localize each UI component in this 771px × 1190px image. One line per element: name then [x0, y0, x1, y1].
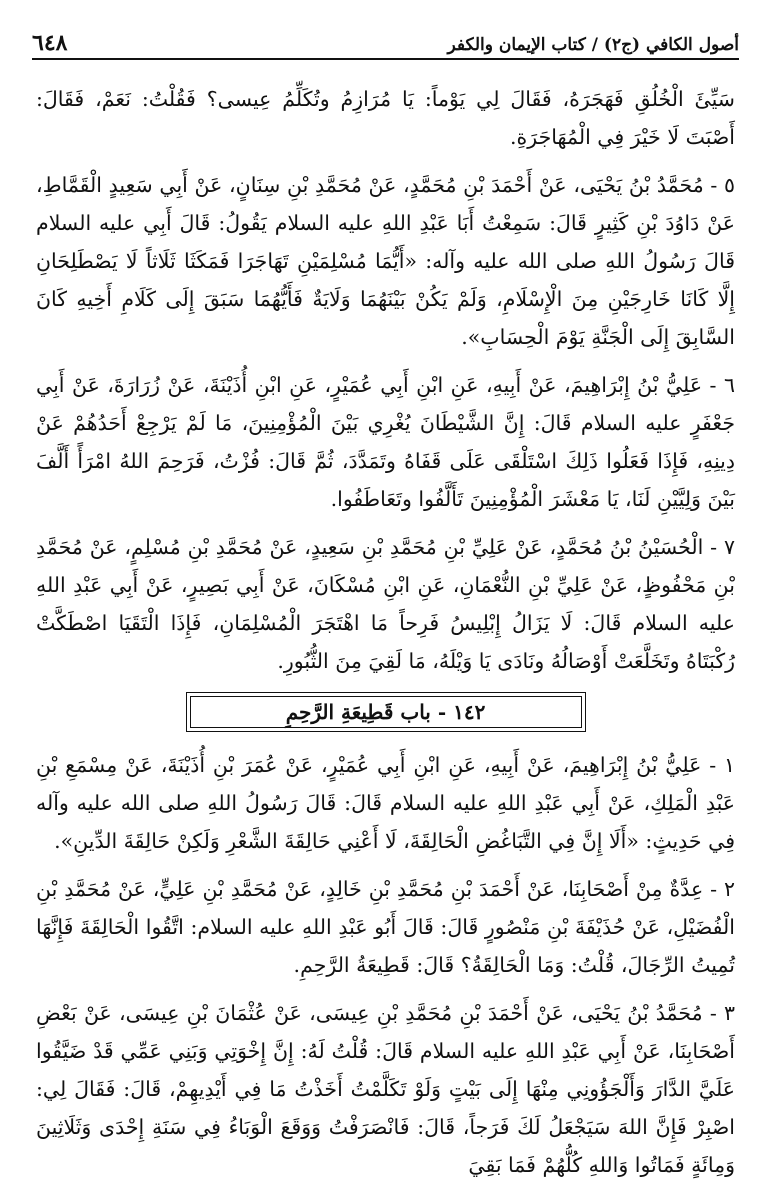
page-header [32, 30, 739, 60]
chapter-hadith-3: ٣ - مُحَمَّدُ بْنُ يَحْيَى، عَنْ أَحْمَدَ بْنِ مُحَمَّدِ بْنِ عِيسَى، عَنْ عُثْمَانَ بْنِ عِيسَى، عَنْ بَعْضِ أَصْحَابِنَا، عَنْ أَبِي عَبْدِ اللهِ عليه السلام قَالَ: قُلْتُ لَهُ: إِنَّ إِخْوَتِي وَبَنِي عَمِّي قَدْ ضَيَّقُوا عَلَيَّ الدَّارَ وَأَلْجَؤُونِي مِنْهَا إِلَى بَيْتٍ وَلَوْ تَكَلَّمْتُ أَخَذْتُ مَا فِي أَيْدِيهِمْ، قَالَ: فَقَالَ لِي: اصْبِرْ فَإِنَّ اللهَ سَيَجْعَلُ لَكَ فَرَجاً، قَالَ: فَانْصَرَفْتُ وَوَقَعَ الْوَبَاءُ فِي سَنَةِ إِحْدَى وَثَلَاثِينَ وَمِائَةٍ فَمَاتُوا وَاللهِ كُلُّهُمْ فَمَا بَقِيَ [36, 1001, 735, 1177]
paragraph-continuation: سَيِّئَ الْخُلُقِ فَهَجَرَهُ، فَقَالَ لِي يَوْماً: يَا مُرَازِمُ وتُكَلِّمُ عِيسى؟ فَقُلْتُ: نَعَمْ، فَقَالَ: أَصْبَتَ لَا خَيْرَ فِي الْمُهَاجَرَةِ. [36, 87, 735, 149]
chapter-heading-box [186, 692, 586, 732]
page-number: ٦٤٨ [32, 30, 68, 56]
hadith-6: ٦ - عَلِيُّ بْنُ إِبْرَاهِيمَ، عَنْ أَبِيهِ، عَنِ ابْنِ أَبِي عُمَيْرٍ، عَنِ ابْنِ أُذَيْنَةَ، عَنْ زُرَارَةَ، عَنْ أَبِي جَعْفَرٍ عليه السلام قَالَ: إِنَّ الشَّيْطَانَ يُغْرِي بَيْنَ الْمُؤْمِنِينَ، مَا لَمْ يَرْجِعْ أَحَدُهُمْ عَنْ دِينِهِ، فَإِذَا فَعَلُوا ذَلِكَ اسْتَلْقَى عَلَى قَفَاهُ وتَمَدَّدَ، ثُمَّ قَالَ: فُزْتُ، فَرَحِمَ اللهُ امْرَأً أَلَّفَ بَيْنَ وَلِيَّيْنِ لَنَا، يَا مَعْشَرَ الْمُؤْمِنِينَ تَأَلَّفُوا وتَعَاطَفُوا. [36, 373, 735, 511]
chapter-hadith-2: ٢ - عِدَّةٌ مِنْ أَصْحَابِنَا، عَنْ أَحْمَدَ بْنِ مُحَمَّدِ بْنِ خَالِدٍ، عَنْ مُحَمَّدِ بْنِ عَلِيٍّ، عَنْ مُحَمَّدِ بْنِ الْفُضَيْلِ، عَنْ حُذَيْفَةَ بْنِ مَنْصُورٍ قَالَ: قَالَ أَبُو عَبْدِ اللهِ عليه السلام: اتَّقُوا الْحَالِقَةَ فَإِنَّهَا تُمِيتُ الرِّجَالَ، قُلْتُ: وَمَا الْحَالِقَةُ؟ قَالَ: قَطِيعَةُ الرَّحِمِ. [36, 877, 735, 977]
page-body [36, 80, 735, 1190]
chapter-hadith-1: ١ - عَلِيُّ بْنُ إِبْرَاهِيمَ، عَنْ أَبِيهِ، عَنِ ابْنِ أَبِي عُمَيْرٍ، عَنْ عُمَرَ بْنِ أُذَيْنَةَ، عَنْ مِسْمَعِ بْنِ عَبْدِ الْمَلِكِ، عَنْ أَبِي عَبْدِ اللهِ عليه السلام قَالَ: قَالَ رَسُولُ اللهِ صلى الله عليه وآله فِي حَدِيثٍ: «أَلَا إِنَّ فِي التَّبَاغُضِ الْحَالِقَةَ، لَا أَعْنِي حَالِقَةَ الشَّعْرِ وَلَكِنْ حَالِقَةَ الدِّينِ». [36, 753, 735, 853]
hadith-5: ٥ - مُحَمَّدُ بْنُ يَحْيَى، عَنْ أَحْمَدَ بْنِ مُحَمَّدٍ، عَنْ مُحَمَّدِ بْنِ سِنَانٍ، عَنْ أَبِي سَعِيدٍ الْقَمَّاطِ، عَنْ دَاوُدَ بْنِ كَثِيرٍ قَالَ: سَمِعْتُ أَبَا عَبْدِ اللهِ عليه السلام يَقُولُ: قَالَ أَبِي عليه السلام قَالَ رَسُولُ اللهِ صلى الله عليه وآله: «أَيُّمَا مُسْلِمَيْنِ تَهَاجَرَا فَمَكَثَا ثَلَاثاً لَا يَصْطَلِحَانِ إِلَّا كَانَا خَارِجَيْنِ مِنَ الْإِسْلَامِ، وَلَمْ يَكُنْ بَيْنَهُمَا وَلَايَةٌ فَأَيُّهُمَا سَبَقَ إِلَى كَلَامِ أَخِيهِ كَانَ السَّابِقَ إِلَى الْجَنَّةِ يَوْمَ الْحِسَابِ». [36, 173, 735, 349]
chapter-title: ١٤٢ - باب قَطِيعَةِ الرَّحِمِ [285, 700, 486, 724]
running-title: أصول الكافي (ج٢) / كتاب الإيمان والكفر [447, 35, 739, 55]
hadith-7: ٧ - الْحُسَيْنُ بْنُ مُحَمَّدٍ، عَنْ عَلِيِّ بْنِ مُحَمَّدِ بْنِ سَعِيدٍ، عَنْ مُحَمَّدِ بْنِ مُسْلِمٍ، عَنْ مُحَمَّدِ بْنِ مَحْفُوظٍ، عَنْ عَلِيِّ بْنِ النُّعْمَانِ، عَنِ ابْنِ مُسْكَانَ، عَنْ أَبِي بَصِيرٍ، عَنْ أَبِي عَبْدِ اللهِ عليه السلام قَالَ: لَا يَزَالُ إِبْلِيسُ فَرِحاً مَا اهْتَجَرَ الْمُسْلِمَانِ، فَإِذَا الْتَقَيَا اصْطَكَّتْ رُكْبَتَاهُ وتَخَلَّعَتْ أَوْصَالُهُ ونَادَى يَا وَيْلَهُ، مَا لَقِيَ مِنَ الثُّبُورِ. [36, 535, 735, 673]
